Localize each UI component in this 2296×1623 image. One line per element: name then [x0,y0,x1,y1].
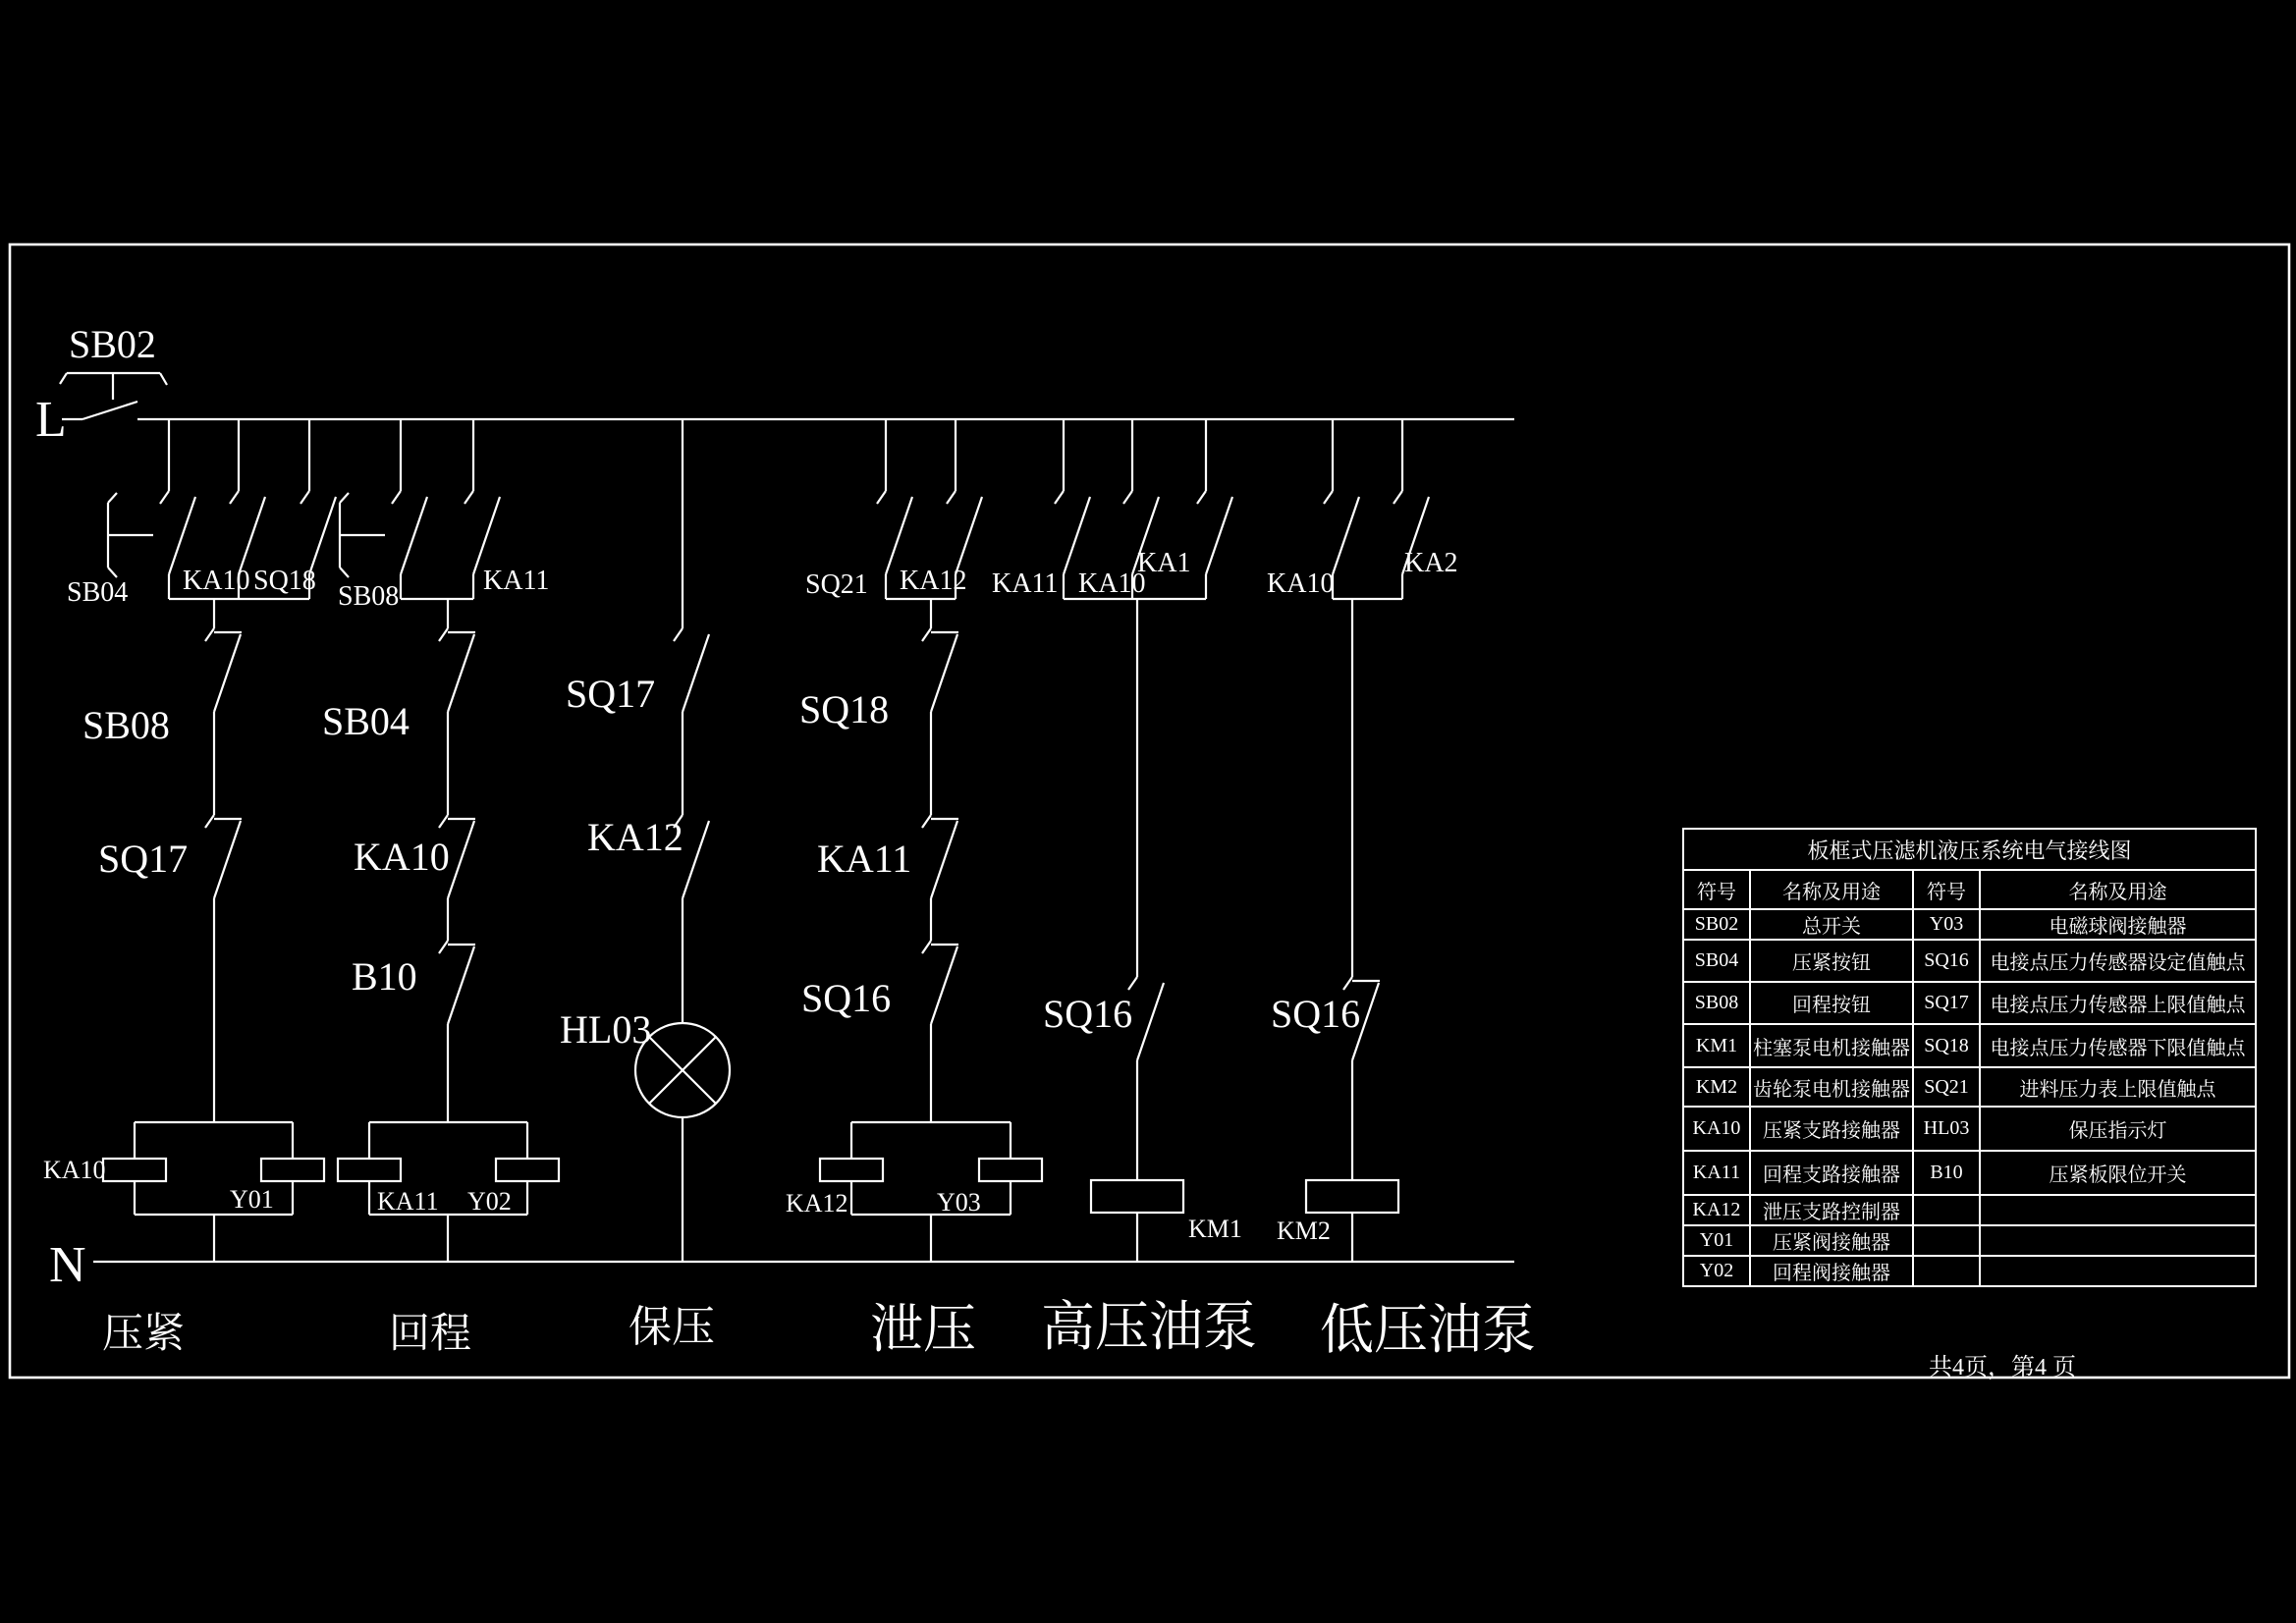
pushbutton-sb08-symbol [340,491,427,577]
label-coil-y03: Y03 [937,1188,981,1217]
table-cell: Y02 [1683,1256,1750,1286]
label-sq21: SQ21 [805,569,868,600]
table-cell [1980,1195,2256,1225]
branch-pressure-hold [560,419,730,1351]
table-cell: SB02 [1683,909,1750,940]
contact-ka10-symbol [230,491,265,574]
label-sb08: SB08 [82,703,170,747]
caption-clamping: 压紧 [102,1312,186,1357]
wires [169,419,309,1262]
table-cell: SQ18 [1913,1024,1980,1067]
table-row [1683,1067,2256,1107]
component-table [1682,828,2257,1287]
caption-return: 回程 [389,1312,472,1357]
label-ka10: KA10 [354,835,450,879]
table-row [1683,1024,2256,1067]
label-sq17: SQ17 [98,837,189,881]
caption-pressure-hold: 保压 [629,1303,715,1351]
table-cell: 回程阀接触器 [1750,1256,1913,1286]
contact-sq17-nc-symbol [205,815,242,898]
header-symbol-2: 符号 [1913,870,1980,909]
contact-ka11-symbol [1055,491,1090,574]
contact-ka10-symbol [1324,491,1359,574]
contact-sq18-symbol [301,491,336,574]
table-cell: 齿轮泵电机接触器 [1750,1067,1913,1107]
label-coil-ka12: KA12 [786,1189,848,1217]
label-sb04: SB04 [322,699,410,743]
lamp-hl03-cross [649,1037,716,1104]
label-sq18: SQ18 [253,566,316,596]
label-coil-y01: Y01 [230,1185,274,1214]
branch-return [322,419,559,1357]
coil-wires [851,1122,1011,1215]
table-cell: 压紧按钮 [1750,940,1913,982]
table-cell: KA12 [1683,1195,1750,1225]
table-cell: 电磁球阀接触器 [1980,909,2256,940]
coil-ka12-rect [820,1159,883,1181]
table-cell: 电接点压力传感器设定值触点 [1980,940,2256,982]
label-coil-y02: Y02 [467,1187,512,1216]
l-rail-label: L [35,392,67,448]
coil-y02-rect [496,1159,559,1181]
coil-y03-rect [979,1159,1042,1181]
contact-b10-nc-symbol [439,941,475,1024]
label-hl03: HL03 [560,1007,652,1052]
table-cell: KA10 [1683,1107,1750,1151]
table-cell: 柱塞泵电机接触器 [1750,1024,1913,1067]
table-cell: SB04 [1683,940,1750,982]
table-cell [1913,1225,1980,1256]
coil-ka11-rect [338,1159,401,1181]
table-row [1683,1225,2256,1256]
label-ka10: KA10 [1078,568,1146,599]
caption-hp-pump: 高压油泵 [1041,1297,1258,1357]
header-name-2: 名称及用途 [1980,870,2256,909]
label-b10: B10 [352,954,417,999]
table-row [1683,1256,2256,1286]
coil-y01-rect [261,1159,324,1181]
label-sq18: SQ18 [799,687,890,731]
contact-ka1-symbol [1197,491,1232,574]
page-footer [1929,1347,2076,1381]
table-cell: 进料压力表上限值触点 [1980,1067,2256,1107]
branch-hp-pump [992,419,1257,1357]
table-cell [1913,1256,1980,1286]
contact-sq17-symbol [674,628,709,712]
label-ka12: KA12 [900,566,967,596]
table-cell: SB08 [1683,982,1750,1024]
label-sq17: SQ17 [566,672,656,716]
label-ka10: KA10 [1267,568,1335,599]
table-cell: B10 [1913,1151,1980,1195]
main-switch-symbol [60,373,167,419]
label-sq16: SQ16 [1043,992,1133,1036]
table-cell: SQ21 [1913,1067,1980,1107]
label-ka11: KA11 [817,837,912,881]
table-cell: 压紧支路接触器 [1750,1107,1913,1151]
wires [1064,419,1206,1262]
contact-sq16-symbol [1128,977,1164,1060]
label-coil-ka11: KA11 [377,1187,439,1216]
table-cell: SQ16 [1913,940,1980,982]
table-cell: 回程支路接触器 [1750,1151,1913,1195]
table-cell: KA11 [1683,1151,1750,1195]
caption-pressure-relief: 泄压 [870,1300,976,1359]
table-cell [1913,1195,1980,1225]
table-cell: 回程按钮 [1750,982,1913,1024]
table-row [1683,1151,2256,1195]
label-sb04: SB04 [67,577,129,608]
table-row [1683,982,2256,1024]
table-cell [1980,1225,2256,1256]
table-cell: HL03 [1913,1107,1980,1151]
caption-lp-pump: 低压油泵 [1320,1300,1537,1360]
table-cell: Y03 [1913,909,1980,940]
label-ka2: KA2 [1404,548,1458,578]
label-ka11: KA11 [992,568,1059,599]
table-cell: 电接点压力传感器上限值触点 [1980,982,2256,1024]
table-row [1683,1195,2256,1225]
contact-sq18-nc-symbol [922,628,958,712]
table-cell: 泄压支路控制器 [1750,1195,1913,1225]
coil-ka10-rect [103,1159,166,1181]
table-cell: KM2 [1683,1067,1750,1107]
branch-clamping [43,419,336,1357]
label-ka12: KA12 [587,815,683,859]
table-cell: 保压指示灯 [1980,1107,2256,1151]
table-cell: Y01 [1683,1225,1750,1256]
label-ka1: KA1 [1137,548,1191,578]
n-rail-label: N [49,1237,86,1293]
coil-km1-rect [1091,1180,1183,1213]
coil-km2-rect [1306,1180,1398,1213]
label-sq16: SQ16 [1271,992,1361,1036]
power-rails [35,322,1514,1293]
pushbutton-sb04-symbol [108,491,195,577]
contact-ka11-nc-symbol [922,815,958,898]
label-sq16: SQ16 [801,976,892,1020]
table-row [1683,909,2256,940]
header-name-1: 名称及用途 [1750,870,1913,909]
table-header-row [1683,870,2256,909]
table-cell: 压紧板限位开关 [1980,1151,2256,1195]
table-cell: 压紧阀接触器 [1750,1225,1913,1256]
header-symbol-1: 符号 [1683,870,1750,909]
contact-ka11-symbol [465,491,500,574]
contact-ka12-symbol [947,491,982,574]
main-switch-label: SB02 [69,322,156,366]
label-coil-km2: KM2 [1277,1217,1331,1245]
contact-sb08-nc-symbol [205,628,242,712]
contact-sb04-nc-symbol [439,628,475,712]
table-cell: 总开关 [1750,909,1913,940]
label-sb08: SB08 [338,581,400,612]
table-title: 板框式压滤机液压系统电气接线图 [1683,829,2256,870]
contact-sq21-symbol [877,491,912,574]
table-title-row [1683,829,2256,870]
legend-table [1682,828,2255,1287]
branch-lp-pump [1267,419,1536,1360]
label-coil-km1: KM1 [1188,1215,1242,1243]
label-coil-ka10: KA10 [43,1156,106,1184]
table-cell [1980,1256,2256,1286]
page-info: 共4页，第4 页 [1929,1355,2076,1380]
label-ka10: KA10 [183,566,250,596]
table-cell: SQ17 [1913,982,1980,1024]
table-cell: KM1 [1683,1024,1750,1067]
table-row [1683,940,2256,982]
contact-sq16-nc-symbol [922,941,958,1024]
table-cell: 电接点压力传感器下限值触点 [1980,1024,2256,1067]
label-ka11: KA11 [483,566,550,596]
branch-pressure-relief [786,419,1042,1359]
table-row [1683,1107,2256,1151]
